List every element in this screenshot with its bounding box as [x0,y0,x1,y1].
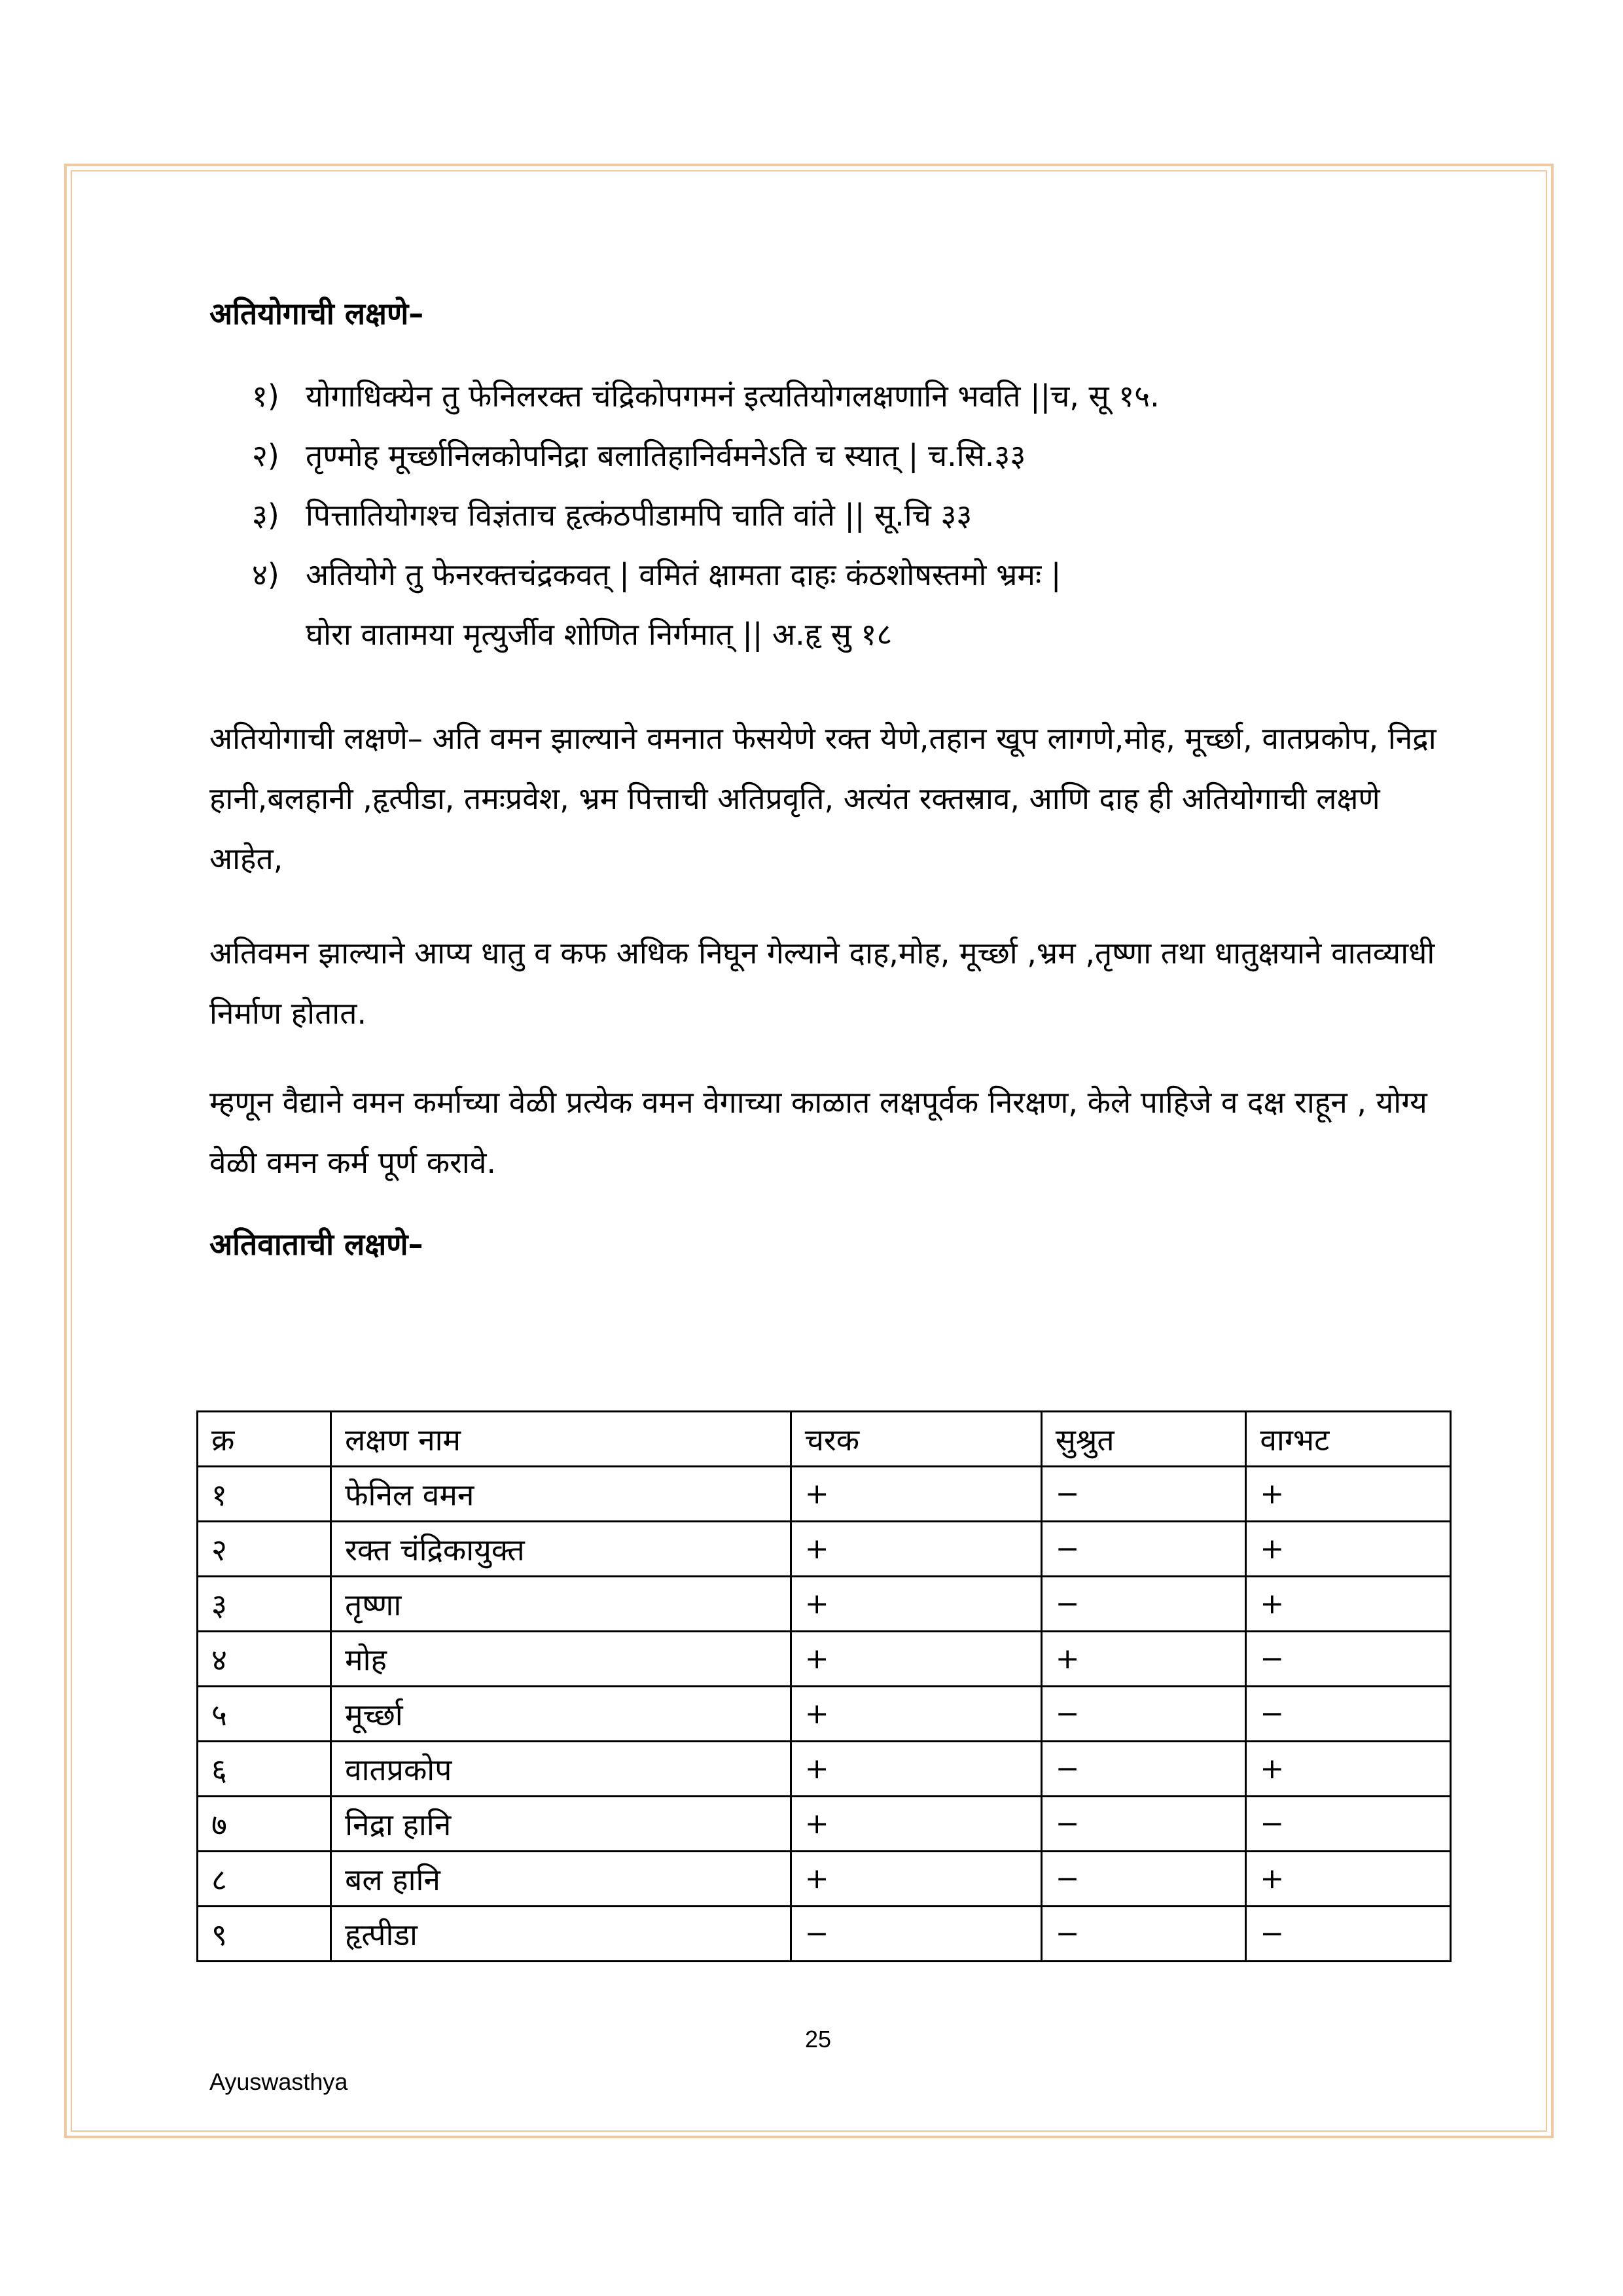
table-header-row [198,1412,1451,1467]
symptom-comparison-table [196,1410,1452,1962]
paragraph-vaidya-advice: म्हणून वैद्याने वमन कर्माच्या वेळी प्रत्येक वमन वेगाच्या काळात लक्षपूर्वक निरक्षण, केले पाहिजे व दक्ष राहून , योग्य वेळी वमन कर्म पूर्ण करावे. [209,1085,1427,1180]
verse-text: तृण्मोह मूर्च्छानिलकोपनिद्रा बलातिहानिर्वमनेऽति च स्यात् | च.सि.३३ [306,438,1026,473]
paragraph-ativamana-effects: अतिवमन झाल्याने आप्य धातु व कफ अधिक निघून गेल्याने दाह,मोह, मूर्च्छा ,भ्रम ,तृष्णा तथा धातुक्षयाने वातव्याधी निर्माण होतात. [209,935,1435,1031]
row-number: ६ [198,1742,331,1797]
charaka-mark: + [791,1467,1041,1522]
table-row [198,1467,1451,1522]
row-number: १ [198,1467,331,1522]
footer-publication-name: Ayuswasthya [209,2068,348,2095]
verse-number: ३) [252,497,279,533]
vagbhata-mark: + [1246,1852,1451,1907]
row-number: ८ [198,1852,331,1907]
verse-item [252,426,1495,486]
sushruta-mark: − [1041,1467,1246,1522]
row-number: ५ [198,1687,331,1742]
row-number: ७ [198,1797,331,1852]
sushruta-mark: − [1041,1577,1246,1632]
section-heading-ativata: अतिवाताची लक्षणे– [209,1227,423,1262]
symptom-name: मोह [331,1632,791,1687]
verse-item [252,545,1495,605]
sushruta-mark: − [1041,1797,1246,1852]
table-row [198,1632,1451,1687]
table-row [198,1852,1451,1907]
table-row [198,1577,1451,1632]
verse-text: पित्तातियोगश्च विज्ञंताच हृत्कंठपीडामपि चाति वांते || सू.चि ३३ [306,497,972,533]
table-row [198,1742,1451,1797]
charaka-mark: + [791,1742,1041,1797]
charaka-mark: + [791,1632,1041,1687]
symptom-name: मूर्च्छा [331,1687,791,1742]
column-header-sushruta: सुश्रुत [1041,1412,1246,1467]
table-row [198,1687,1451,1742]
row-number: ९ [198,1907,331,1962]
column-header-symptom-name: लक्षण नाम [331,1412,791,1467]
symptom-name: फेनिल वमन [331,1467,791,1522]
symptom-name: हृत्पीडा [331,1907,791,1962]
row-number: ४ [198,1632,331,1687]
verse-item [252,486,1495,545]
table-row [198,1797,1451,1852]
page-number: 25 [804,2026,832,2053]
sushruta-mark: + [1041,1632,1246,1687]
vagbhata-mark: − [1246,1797,1451,1852]
charaka-mark: + [791,1577,1041,1632]
sushruta-mark: − [1041,1742,1246,1797]
verse-list [252,367,1495,664]
row-number: ३ [198,1577,331,1632]
vagbhata-mark: + [1246,1522,1451,1577]
verse-number: १) [252,378,279,414]
verse-continuation [252,605,1495,664]
sushruta-mark: − [1041,1522,1246,1577]
vagbhata-mark: + [1246,1467,1451,1522]
symptom-name: रक्त चंद्रिकायुक्त [331,1522,791,1577]
verse-number: २) [252,438,279,473]
section-heading-atiyoga: अतियोगाची लक्षणे– [209,296,424,331]
sushruta-mark: − [1041,1907,1246,1962]
table-row [198,1907,1451,1962]
vagbhata-mark: + [1246,1742,1451,1797]
vagbhata-mark: − [1246,1687,1451,1742]
verse-text: अतियोगे तु फेनरक्तचंद्रकवत् | वमितं क्षामता दाहः कंठशोषस्तमो भ्रमः | [306,557,1061,592]
row-number: २ [198,1522,331,1577]
vagbhata-mark: + [1246,1577,1451,1632]
charaka-mark: − [791,1907,1041,1962]
verse-number: ४) [252,557,279,592]
symptom-name: बल हानि [331,1852,791,1907]
table-row [198,1522,1451,1577]
column-header-number: क्र [198,1412,331,1467]
sushruta-mark: − [1041,1852,1246,1907]
sushruta-mark: − [1041,1687,1246,1742]
column-header-vagbhata: वाग्भट [1246,1412,1451,1467]
charaka-mark: + [791,1797,1041,1852]
column-header-charaka: चरक [791,1412,1041,1467]
verse-text: घोरा वातामया मृत्युर्जीव शोणित निर्गमात् || अ.हृ सु १८ [306,617,893,652]
charaka-mark: + [791,1852,1041,1907]
verse-text: योगाधिक्येन तु फेनिलरक्त चंद्रिकोपगमनं इत्यतियोगलक्षणानि भवति ||च, सू १५. [306,378,1160,414]
paragraph-atiyoga-description: अतियोगाची लक्षणे– अति वमन झाल्याने वमनात फेसयेणे रक्त येणे,तहान खूप लागणे,मोह, मूर्च्छा, वातप्रकोप, निद्रा हानी,बलहानी ,हृत्पीडा, तमःप्रवेश, भ्रम पित्ताची अतिप्रवृति, अत्यंत रक्तस्राव, आणि दाह ही अतियोगाची लक्षणे आहेत, [209,721,1436,876]
vagbhata-mark: − [1246,1632,1451,1687]
symptom-name: निद्रा हानि [331,1797,791,1852]
symptom-name: तृष्णा [331,1577,791,1632]
symptom-name: वातप्रकोप [331,1742,791,1797]
charaka-mark: + [791,1687,1041,1742]
vagbhata-mark: − [1246,1907,1451,1962]
verse-item [252,367,1495,426]
charaka-mark: + [791,1522,1041,1577]
